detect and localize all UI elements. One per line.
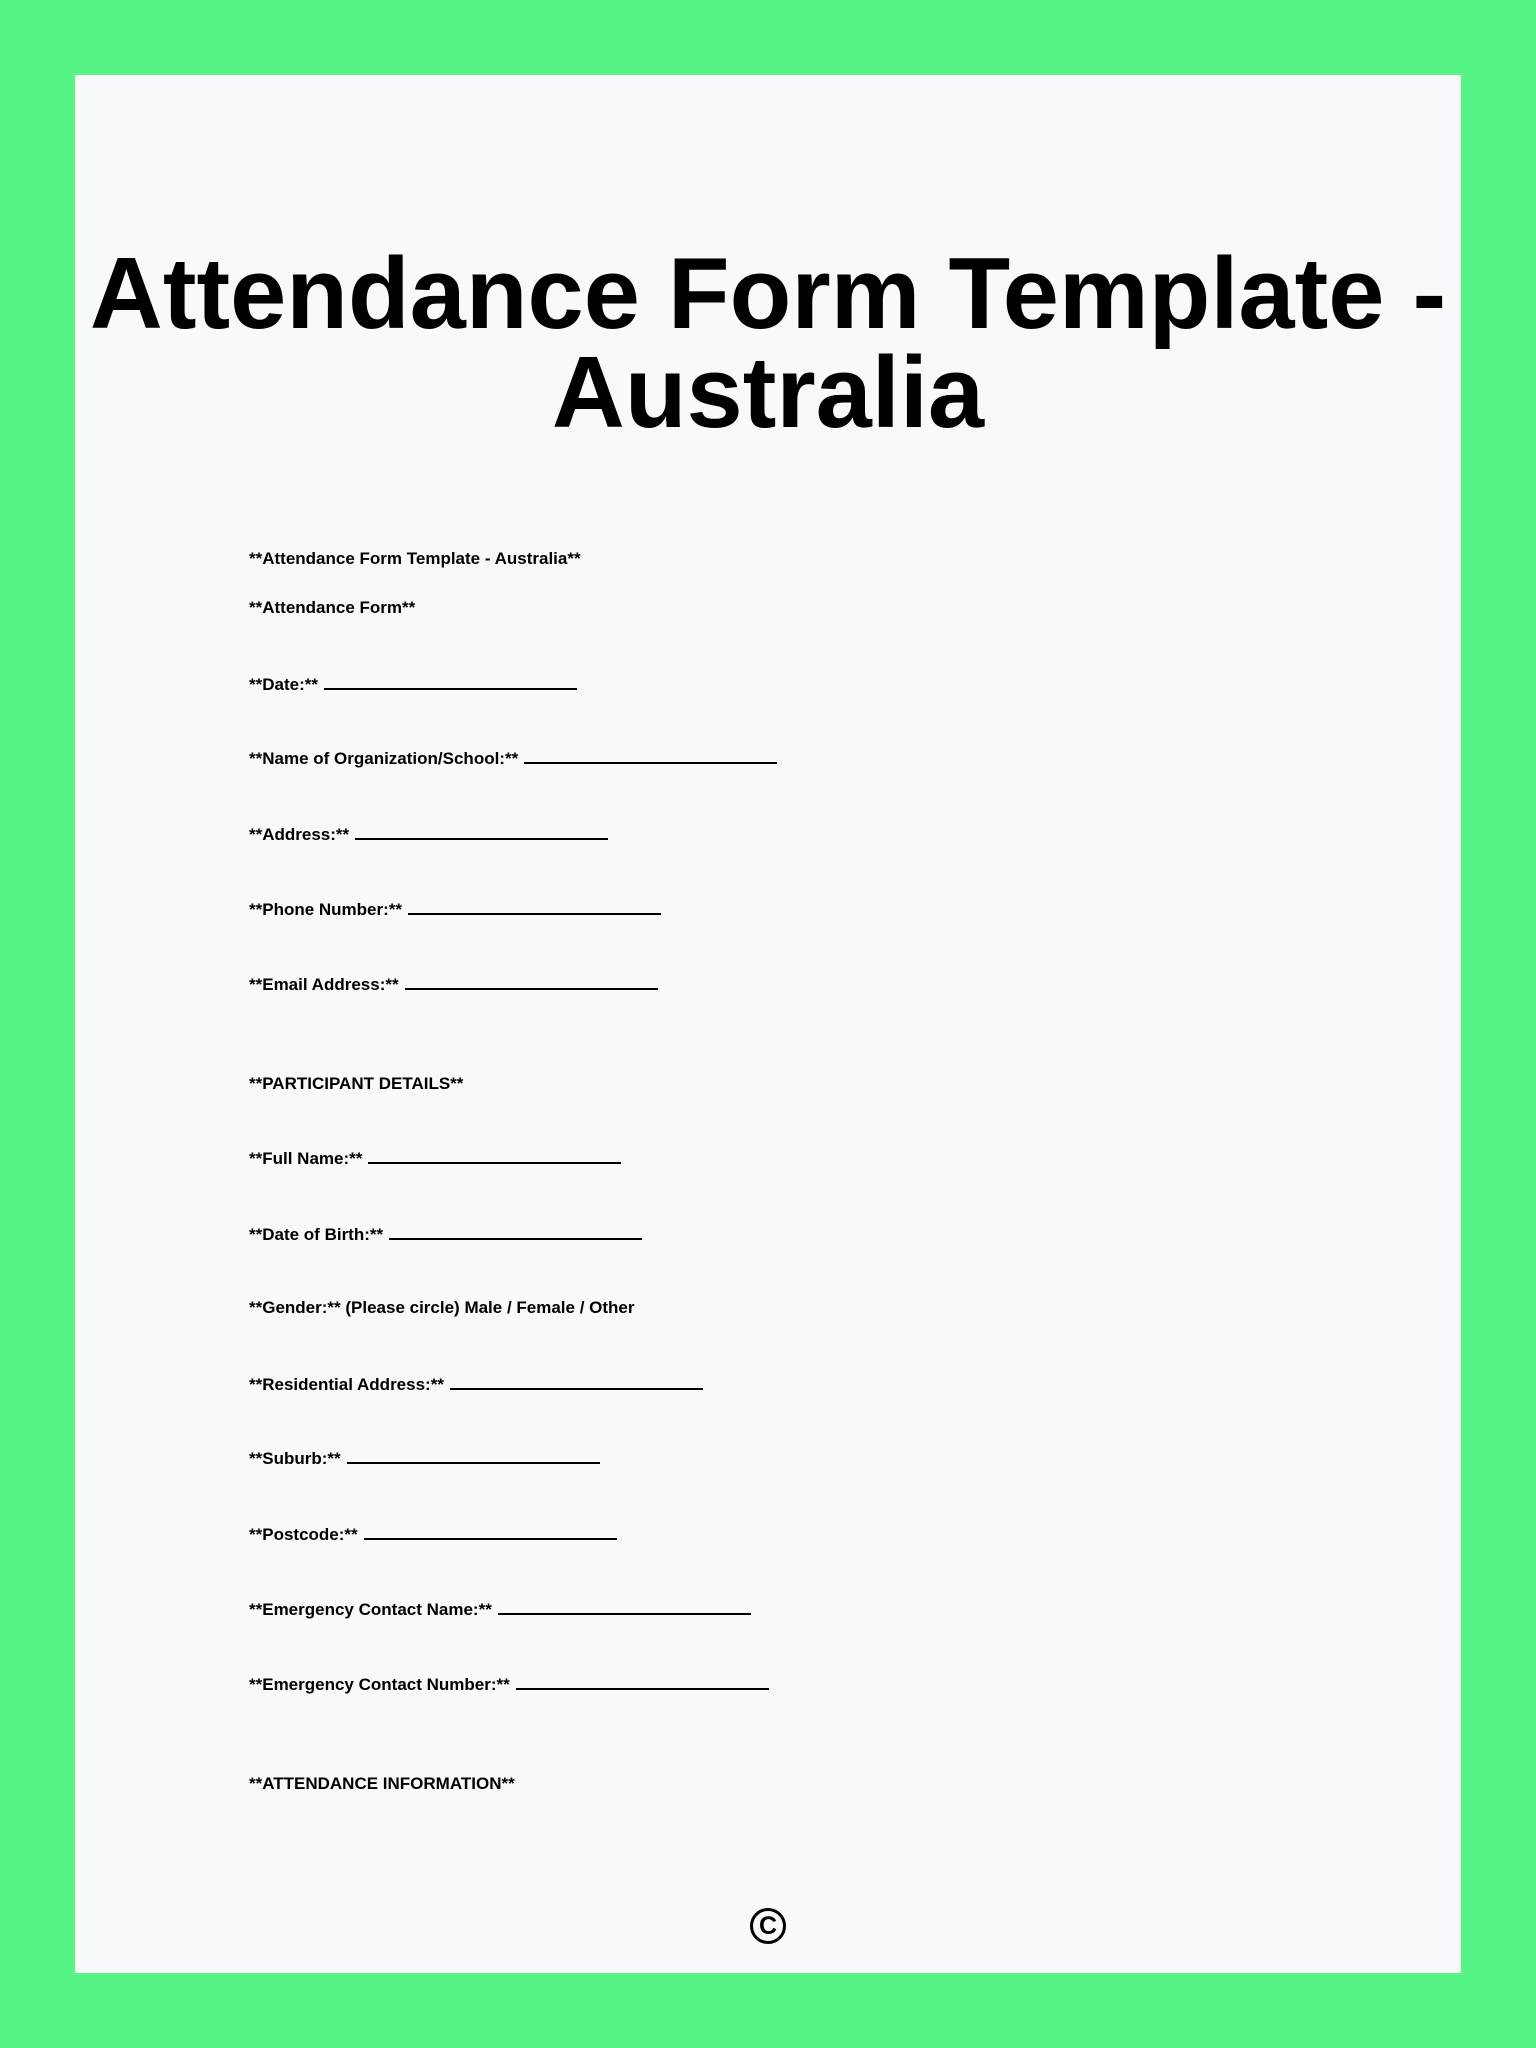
field-label: **Name of Organization/School:** — [249, 749, 519, 768]
field-phone — [249, 899, 661, 920]
emergency-number-blank[interactable] — [516, 1674, 769, 1690]
field-email — [249, 974, 658, 995]
field-gender: **Gender:** (Please circle) Male / Female / Other — [249, 1298, 635, 1317]
full-name-blank[interactable] — [368, 1148, 621, 1164]
page-title: Attendance Form Template - Australia — [89, 238, 1447, 449]
section-participant-details: **PARTICIPANT DETAILS** — [249, 1074, 464, 1093]
field-full-name — [249, 1148, 621, 1169]
field-address — [249, 824, 608, 845]
suburb-blank[interactable] — [347, 1448, 600, 1464]
field-postcode — [249, 1524, 617, 1545]
field-label: **Date:** — [249, 675, 318, 694]
emergency-name-blank[interactable] — [498, 1599, 751, 1615]
residential-address-blank[interactable] — [450, 1374, 703, 1390]
date-blank[interactable] — [324, 674, 577, 690]
field-label: **Phone Number:** — [249, 900, 403, 919]
field-label: **Postcode:** — [249, 1525, 358, 1544]
field-date — [249, 674, 577, 695]
organization-blank[interactable] — [524, 748, 777, 764]
phone-blank[interactable] — [408, 899, 661, 915]
field-label: **Address:** — [249, 825, 350, 844]
dob-blank[interactable] — [389, 1224, 642, 1240]
field-emergency-contact-name — [249, 1599, 751, 1620]
email-blank[interactable] — [405, 974, 658, 990]
field-label: **Residential Address:** — [249, 1375, 444, 1394]
field-organization — [249, 748, 777, 769]
field-label: **Emergency Contact Number:** — [249, 1675, 510, 1694]
field-label: **Full Name:** — [249, 1149, 363, 1168]
field-label: **Emergency Contact Name:** — [249, 1600, 492, 1619]
field-label: **Date of Birth:** — [249, 1225, 384, 1244]
address-blank[interactable] — [355, 824, 608, 840]
form-heading: **Attendance Form** — [249, 598, 416, 617]
section-attendance-information: **ATTENDANCE INFORMATION** — [249, 1774, 515, 1793]
postcode-blank[interactable] — [364, 1524, 617, 1540]
field-date-of-birth — [249, 1224, 642, 1245]
doc-heading: **Attendance Form Template - Australia** — [249, 549, 581, 568]
field-residential-address — [249, 1374, 703, 1395]
copyright-icon: C — [750, 1908, 786, 1944]
field-suburb — [249, 1448, 600, 1469]
field-label: **Suburb:** — [249, 1449, 341, 1468]
field-emergency-contact-number — [249, 1674, 769, 1695]
field-label: **Email Address:** — [249, 975, 399, 994]
